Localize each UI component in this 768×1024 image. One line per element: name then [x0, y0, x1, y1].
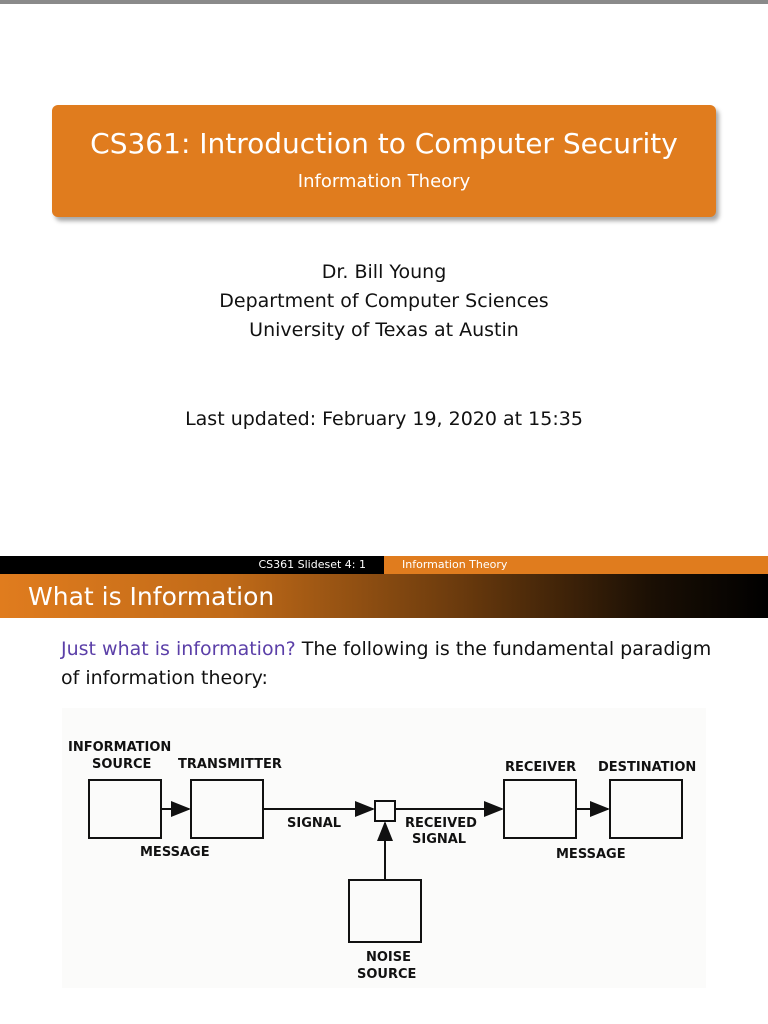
- footer-slide-number: CS361 Slideset 4: 1: [258, 558, 366, 571]
- label-noise-1: NOISE: [366, 950, 412, 965]
- noise-source-box: [349, 880, 421, 942]
- slide-subtitle: Information Theory: [297, 171, 471, 192]
- label-receiver: RECEIVER: [505, 760, 577, 775]
- label-received-2: SIGNAL: [412, 832, 467, 847]
- receiver-box: [504, 780, 576, 838]
- info-source-box: [89, 780, 161, 838]
- slide-footer: [0, 556, 768, 574]
- shannon-diagram: [62, 708, 706, 988]
- author-department: Department of Computer Sciences: [219, 290, 549, 312]
- intro-paragraph: [61, 635, 721, 693]
- frame-title-bar: [0, 574, 768, 618]
- intro-highlight: Just what is information?: [61, 638, 296, 660]
- label-destination: DESTINATION: [598, 760, 697, 775]
- author-block: [0, 258, 768, 345]
- destination-box: [610, 780, 682, 838]
- label-message-left: MESSAGE: [140, 845, 210, 860]
- label-transmitter: TRANSMITTER: [178, 757, 282, 772]
- title-block: [52, 105, 716, 217]
- label-message-right: MESSAGE: [556, 847, 626, 862]
- last-updated: Last updated: February 19, 2020 at 15:35: [185, 408, 583, 430]
- intro-rest: The following is the fundamental paradigm of information theory:: [61, 638, 712, 689]
- label-noise-2: SOURCE: [357, 967, 417, 982]
- label-info-source-2: SOURCE: [92, 757, 152, 772]
- label-info-source-1: INFORMATION: [68, 740, 172, 755]
- noise-junction-box: [375, 801, 395, 821]
- top-rule: [0, 0, 768, 4]
- frame-title: What is Information: [28, 582, 275, 611]
- footer-topic: Information Theory: [384, 556, 768, 574]
- author-name: Dr. Bill Young: [321, 261, 447, 283]
- label-received-1: RECEIVED: [405, 816, 477, 831]
- transmitter-box: [191, 780, 263, 838]
- label-signal: SIGNAL: [287, 816, 342, 831]
- author-university: University of Texas at Austin: [249, 319, 519, 341]
- slide-title: CS361: Introduction to Computer Security: [90, 127, 678, 160]
